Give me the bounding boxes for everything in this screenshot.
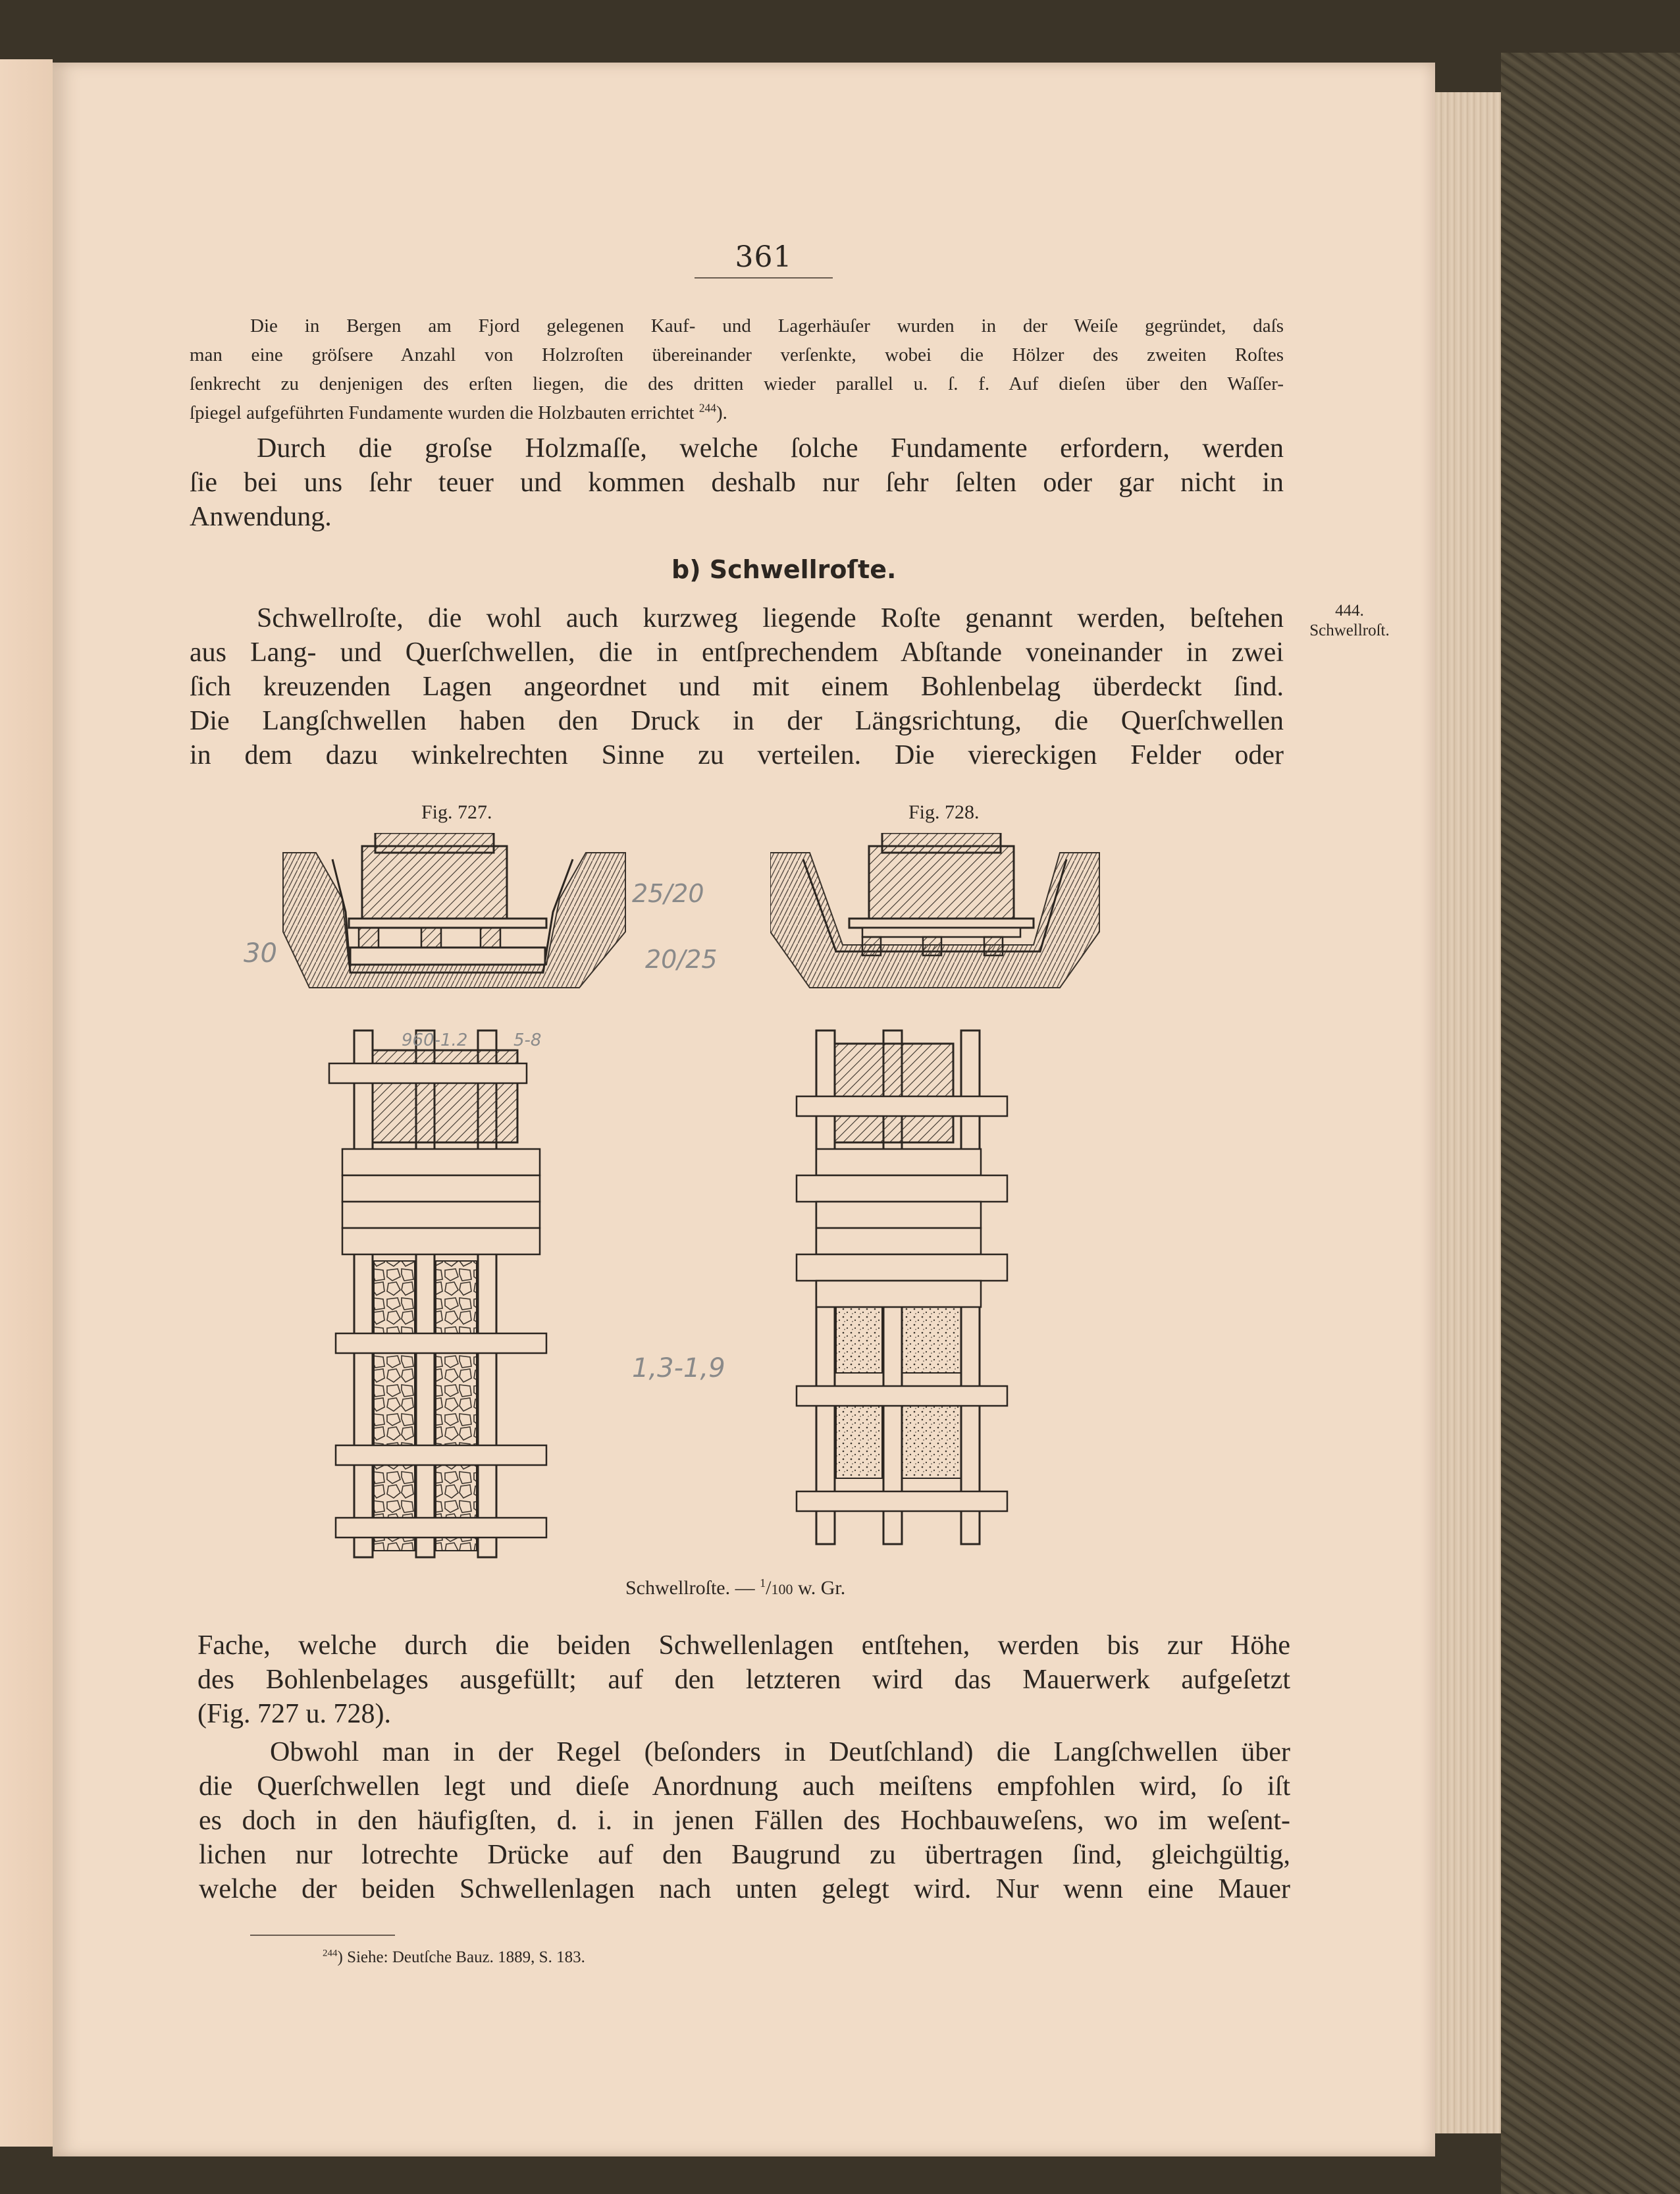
paragraph-3-line-3: (Fig. 727 u. 728). <box>197 1699 391 1729</box>
figure-727-drawing <box>270 833 678 1577</box>
small-paragraph-line-4 <box>190 398 1284 427</box>
footnote-number: 244 <box>323 1948 338 1959</box>
figure-728-label: Fig. 728. <box>908 801 980 823</box>
paragraph-4-line-4: lichen nur lotrechte Drücke auf den Baugrund zu übertragen ſind, gleichgültig, <box>199 1840 1290 1870</box>
caption-numerator: 1 <box>760 1576 766 1590</box>
caption-prefix: Schwellroſte. — <box>625 1577 755 1599</box>
pencil-note-3: 960-1.2 <box>402 1030 468 1050</box>
paragraph-2-line-4: Die Langſchwellen haben den Druck in der Längsrichtung, die Querſchwellen <box>190 706 1284 736</box>
paragraph-3-line-1: Fache, welche durch die beiden Schwellenlagen entſtehen, werden bis zur Höhe <box>197 1630 1290 1661</box>
paragraph-4-line-5: welche der beiden Schwellenlagen nach unten gelegt wird. Nur wenn eine Mauer <box>199 1874 1290 1904</box>
figure-727-plan <box>329 1030 546 1557</box>
paragraph-1-line-1: Durch die groſse Holzmaſſe, welche ſolche Fundamente erfordern, werden <box>257 433 1284 464</box>
paragraph-4-line-1: Obwohl man in der Regel (beſonders in Deutſchland) die Langſchwellen über <box>270 1737 1290 1767</box>
figure-caption: Schwellroſte. — $^1$/100 w. Gr. <box>625 1576 846 1599</box>
footnote-text: ) Siehe: Deutſche Bauz. 1889, S. 183. <box>337 1948 585 1966</box>
margin-label: Schwellroſt. <box>1309 622 1390 639</box>
small-paragraph-line-3: ſenkrecht zu denjenigen des erſten liegen, die des dritten wieder parallel u. ſ. f. Auf dieſen über den Waſſer- <box>190 373 1284 394</box>
paragraph-2-line-2: aus Lang- und Querſchwellen, die in entſprechendem Abſtande voneinander in zwei <box>190 637 1284 668</box>
figure-728-drawing <box>770 833 1178 1577</box>
margin-number: 444. <box>1335 602 1364 620</box>
page-number: 361 <box>735 240 793 274</box>
small-paragraph-line-4-tail: ). <box>716 402 727 423</box>
small-paragraph-line-4-text: ſpiegel aufgeführten Fundamente wurden die Holzbauten errichtet <box>190 402 695 423</box>
page-number-rule <box>695 277 833 279</box>
paragraph-1-line-3: Anwendung. <box>190 502 332 532</box>
pencil-note-1: 25/20 <box>632 879 704 908</box>
small-paragraph-line-2: man eine gröſsere Anzahl von Holzroſten übereinander verſenkte, wobei die Hölzer des zweiten Roſtes <box>190 344 1284 365</box>
paragraph-2-line-1: Schwellroſte, die wohl auch kurzweg liegende Roſte genannt werden, beſtehen <box>257 603 1284 633</box>
book-page <box>53 63 1435 2156</box>
small-paragraph-line-1: Die in Bergen am Fjord gelegenen Kauf- und Lagerhäuſer wurden in der Weiſe gegründet, daſs <box>250 315 1284 336</box>
figure-728-plan <box>797 1030 1007 1544</box>
footnote-reference: 244 <box>698 401 716 415</box>
footnote-rule <box>250 1935 395 1936</box>
paragraph-1-line-2: ſie bei uns ſehr teuer und kommen deshalb nur ſehr ſelten oder gar nicht in <box>190 468 1284 498</box>
paragraph-2-line-3: ſich kreuzenden Lagen angeordnet und mit einem Bohlenbelag überdeckt ſind. <box>190 672 1284 702</box>
pencil-note-2: 20/25 <box>645 945 718 974</box>
section-heading: b) Schwellroſte. <box>671 555 897 584</box>
paragraph-3-line-2: des Bohlenbelages ausgefüllt; auf den letzteren wird das Mauerwerk aufgeſetzt <box>197 1665 1290 1695</box>
pencil-note-4: 5-8 <box>513 1030 542 1050</box>
caption-suffix: w. Gr. <box>797 1577 846 1599</box>
footnote <box>323 1948 783 1967</box>
plank-deck <box>349 919 546 928</box>
paragraph-4-line-3: es doch in den häufigſten, d. i. in jenen Fällen des Hochbauweſens, wo im weſent- <box>199 1806 1290 1836</box>
pencil-note-6: 1,3-1,9 <box>632 1353 725 1383</box>
pencil-note-5: 30 <box>244 938 277 969</box>
margin-note <box>1300 601 1399 641</box>
left-page-edge <box>0 59 53 2147</box>
wall-section <box>362 846 507 919</box>
paragraph-2-line-5: in dem dazu winkelrechten Sinne zu verteilen. Die viereckigen Felder oder <box>190 740 1284 770</box>
book-cover <box>1501 53 1680 2194</box>
caption-denominator: 100 <box>771 1581 793 1597</box>
figure-727-label: Fig. 727. <box>421 801 492 823</box>
paragraph-4-line-2: die Querſchwellen legt und dieſe Anordnung auch meiſtens empfohlen wird, ſo iſt <box>199 1771 1290 1802</box>
wall-section-728 <box>869 846 1014 919</box>
page-edges <box>1435 92 1501 2133</box>
